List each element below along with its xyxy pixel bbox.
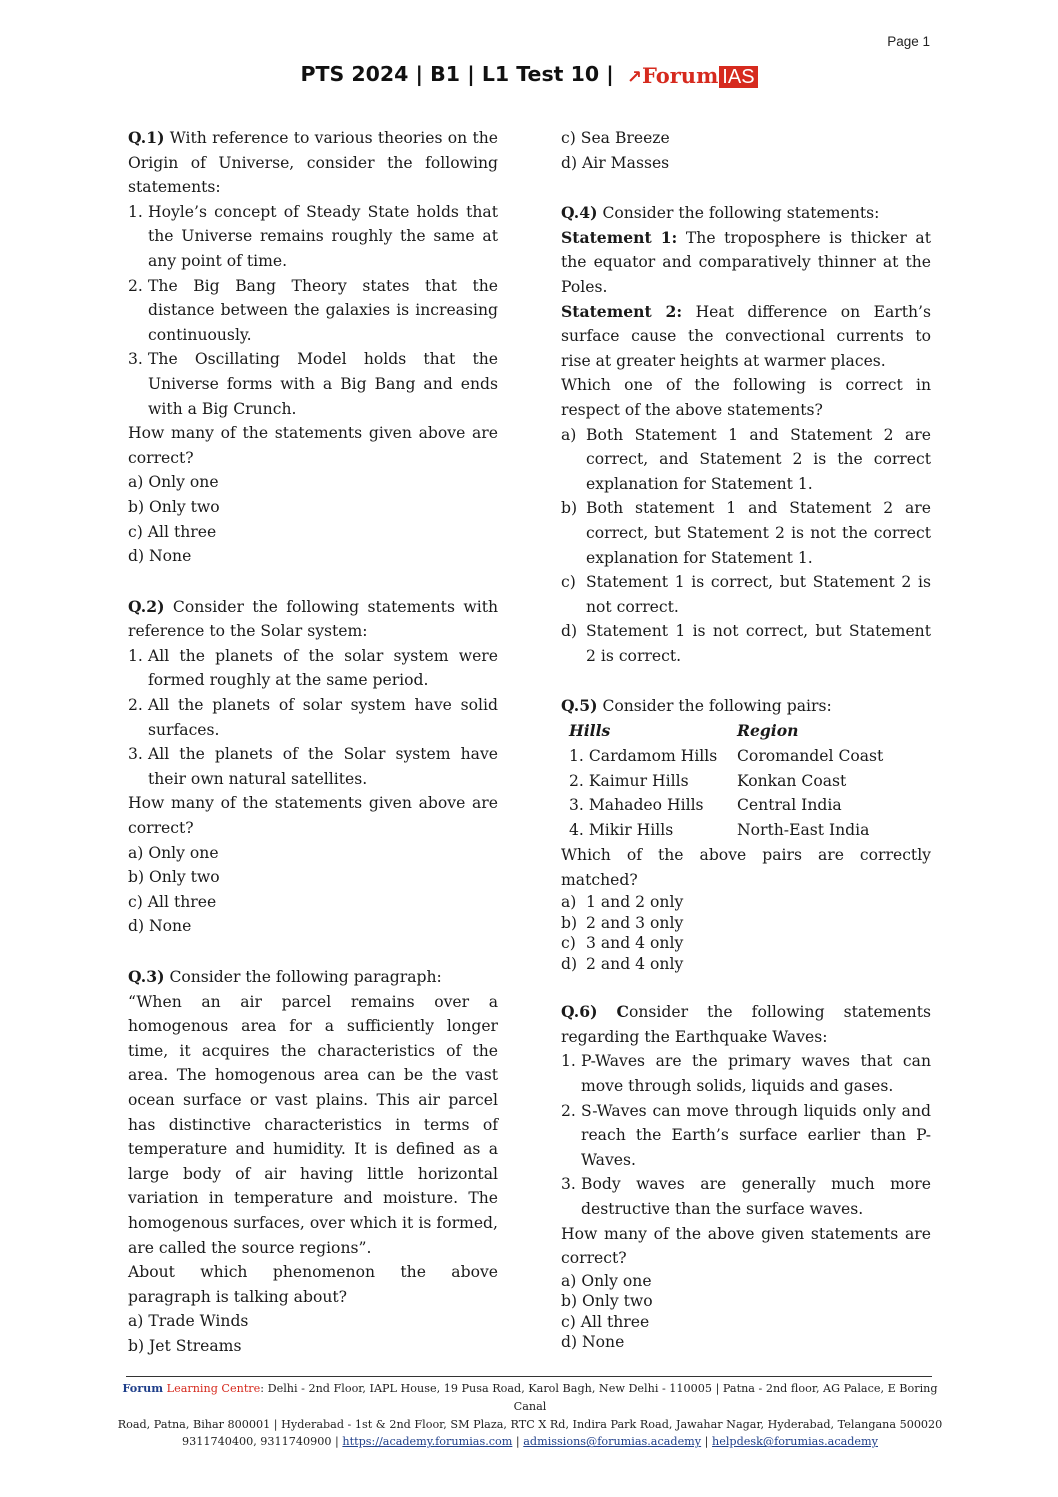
- q5-stem: Q.5) Consider the following pairs:: [561, 696, 832, 716]
- hill-cell: 1. Cardamom Hills: [569, 746, 718, 765]
- page-number: Page 1: [887, 34, 930, 49]
- forumias-logo: [627, 63, 758, 89]
- footer-address-line-2: Road, Patna, Bihar 800001 | Hyderabad - 1st & 2nd Floor, SM Plaza, RTC X Rd, Indira Park Road, Jawahar Nagar, Hyderabad, Telangana 500020: [117, 1417, 943, 1431]
- q5-pairs-table: [569, 719, 883, 843]
- q3-option-a: a) Trade Winds: [128, 1312, 249, 1331]
- q1-ask: How many of the statements given above are correct?: [128, 424, 498, 467]
- logo-forum-text: Forum: [641, 63, 719, 88]
- q4-statement-1: Statement 1: The troposphere is thicker at the equator and comparatively thinner at the Poles.: [561, 227, 931, 296]
- q2-option-b: b) Only two: [128, 868, 220, 887]
- q6-statement-3: 3. Body waves are generally much more destructive than the surface waves.: [561, 1175, 931, 1218]
- q4-option-b: b) Both statement 1 and Statement 2 are correct, but Statement 2 is not the correct explanation for Statement 1.: [561, 499, 931, 567]
- q6-option-d: d) None: [561, 1333, 625, 1352]
- q2-option-c: c) All three: [128, 892, 217, 911]
- q6-statement-2: 2. S-Waves can move through liquids only and reach the Earth’s surface earlier than P-Waves.: [561, 1101, 931, 1169]
- q1-stem: Q.1) With reference to various theories on the Origin of Universe, consider the following statements:: [128, 128, 498, 197]
- footer-contact-line: 9311740400, 9311740900 | https://academy.forumias.com | admissions@forumias.academy | helpdesk@forumias.academy: [182, 1435, 878, 1449]
- q5-number: Q.5): [561, 696, 598, 716]
- q2-option-d: d) None: [128, 917, 192, 936]
- hill-cell: 4. Mikir Hills: [569, 821, 674, 840]
- q2-number: Q.2): [128, 596, 165, 616]
- q1-option-b: b) Only two: [128, 497, 220, 516]
- q4-option-d: d) Statement 1 is not correct, but Statement 2 is correct.: [561, 622, 931, 665]
- test-title: PTS 2024 | B1 | L1 Test 10 |: [300, 62, 614, 86]
- hill-cell: 3. Mahadeo Hills: [569, 796, 704, 815]
- q4-stem: Q.4) Consider the following statements:: [561, 203, 880, 223]
- q2-ask: How many of the statements given above are correct?: [128, 794, 498, 838]
- footer-brand-learning-centre: Learning Centre: [166, 1382, 261, 1395]
- q5-option-d: d) 2 and 4 only: [561, 954, 684, 973]
- q6-statement-1: 1. P-Waves are the primary waves that can move through solids, liquids and gases.: [561, 1052, 931, 1096]
- hills-header: Hills: [569, 721, 611, 741]
- q5-option-c: c) 3 and 4 only: [561, 934, 684, 953]
- q6-option-b: b) Only two: [561, 1292, 653, 1311]
- q3-number: Q.3): [128, 967, 165, 986]
- q2-stem: Q.2) Consider the following statements with reference to the Solar system:: [128, 596, 498, 641]
- q6-number: Q.6): [561, 1002, 598, 1022]
- table-row: [569, 818, 883, 843]
- q3-stem: Q.3) Consider the following paragraph:: [128, 967, 442, 986]
- q4-ask: Which one of the following is correct in respect of the above statements?: [561, 376, 931, 419]
- hill-cell: 2. Kaimur Hills: [569, 771, 689, 790]
- q3-option-d: d) Air Masses: [561, 153, 670, 172]
- q1-statement-2: 2. The Big Bang Theory states that the distance between the galaxies is increasing continuously.: [128, 276, 498, 344]
- left-column: [128, 126, 498, 1359]
- q4-option-c: c) Statement 1 is correct, but Statement 2 is not correct.: [561, 573, 931, 616]
- table-row: [569, 769, 883, 794]
- q1-option-c: c) All three: [128, 522, 217, 541]
- q4-option-a: a) Both Statement 1 and Statement 2 are correct, and Statement 2 is the correct explanation for Statement 1.: [561, 425, 931, 493]
- q3-option-b: b) Jet Streams: [128, 1336, 242, 1355]
- q4-statement-2: Statement 2: Heat difference on Earth’s surface cause the convectional currents to rise at greater heights at warmer places.: [561, 301, 931, 370]
- q5-option-b: b) 2 and 3 only: [561, 913, 684, 932]
- footer-address-line-1: Forum Learning Centre: Delhi - 2nd Floor, IAPL House, 19 Pusa Road, Karol Bagh, New Delhi - 110005 | Patna - 2nd floor, AG Palace, E Boring Canal: [122, 1381, 938, 1413]
- helpdesk-email-link[interactable]: helpdesk@forumias.academy: [712, 1435, 878, 1449]
- q1-statement-1: 1. Hoyle’s concept of Steady State holds that the Universe remains roughly the same at any point of time.: [128, 202, 498, 270]
- region-header: Region: [737, 721, 799, 741]
- page-footer: [110, 1380, 950, 1451]
- table-header-row: [569, 719, 883, 744]
- q6-option-a: a) Only one: [561, 1271, 652, 1290]
- table-row: [569, 793, 883, 818]
- q6-stem: Q.6) Consider the following statements regarding the Earthquake Waves:: [561, 1002, 931, 1046]
- region-cell: Central India: [737, 796, 842, 815]
- q3-ask: About which phenomenon the above paragraph is talking about?: [128, 1263, 498, 1306]
- logo-ias-text: IAS: [719, 66, 757, 88]
- q6-option-c: c) All three: [561, 1312, 650, 1331]
- q2-statement-3: 3. All the planets of the Solar system have their own natural satellites.: [128, 745, 498, 788]
- right-column: [561, 126, 931, 1353]
- footer-divider: [126, 1376, 932, 1377]
- academy-link[interactable]: https://academy.forumias.com: [342, 1435, 513, 1449]
- q2-statement-1: 1. All the planets of the solar system were formed roughly at the same period.: [128, 646, 498, 690]
- q1-statement-3: 3. The Oscillating Model holds that the Universe forms with a Big Bang and ends with a Big Crunch.: [128, 350, 498, 418]
- q3-option-c: c) Sea Breeze: [561, 129, 670, 147]
- region-cell: Coromandel Coast: [737, 746, 884, 765]
- q5-ask: Which of the above pairs are correctly matched?: [561, 846, 931, 889]
- logo-arrow-icon: ↗: [626, 67, 642, 88]
- footer-phones: 9311740400, 9311740900 |: [182, 1435, 339, 1449]
- q5-option-a: a) 1 and 2 only: [561, 893, 684, 912]
- table-row: [569, 744, 883, 769]
- admissions-email-link[interactable]: admissions@forumias.academy: [523, 1435, 702, 1449]
- page-header: [0, 62, 1058, 88]
- q1-number: Q.1): [128, 128, 165, 147]
- q6-ask: How many of the above given statements are correct?: [561, 1224, 931, 1268]
- q1-option-d: d) None: [128, 547, 192, 566]
- q4-number: Q.4): [561, 203, 598, 223]
- region-cell: North-East India: [737, 821, 870, 840]
- q3-paragraph: “When an air parcel remains over a homogenous area for a sufficiently longer time, it acquires the characteristics of the area. The homogenous area can be the vast ocean surface or vast plains. This air parcel has distinctive characteristics in terms of temperature and humidity. It is defined as a large body of air having little horizontal variation in temperature and moisture. The homogenous surfaces, over which it is formed, are called the source regions”.: [128, 992, 498, 1257]
- q2-statement-2: 2. All the planets of solar system have solid surfaces.: [128, 696, 498, 739]
- q2-option-a: a) Only one: [128, 843, 219, 862]
- q1-option-a: a) Only one: [128, 473, 219, 492]
- region-cell: Konkan Coast: [737, 771, 847, 790]
- footer-brand-forum: Forum: [122, 1381, 164, 1395]
